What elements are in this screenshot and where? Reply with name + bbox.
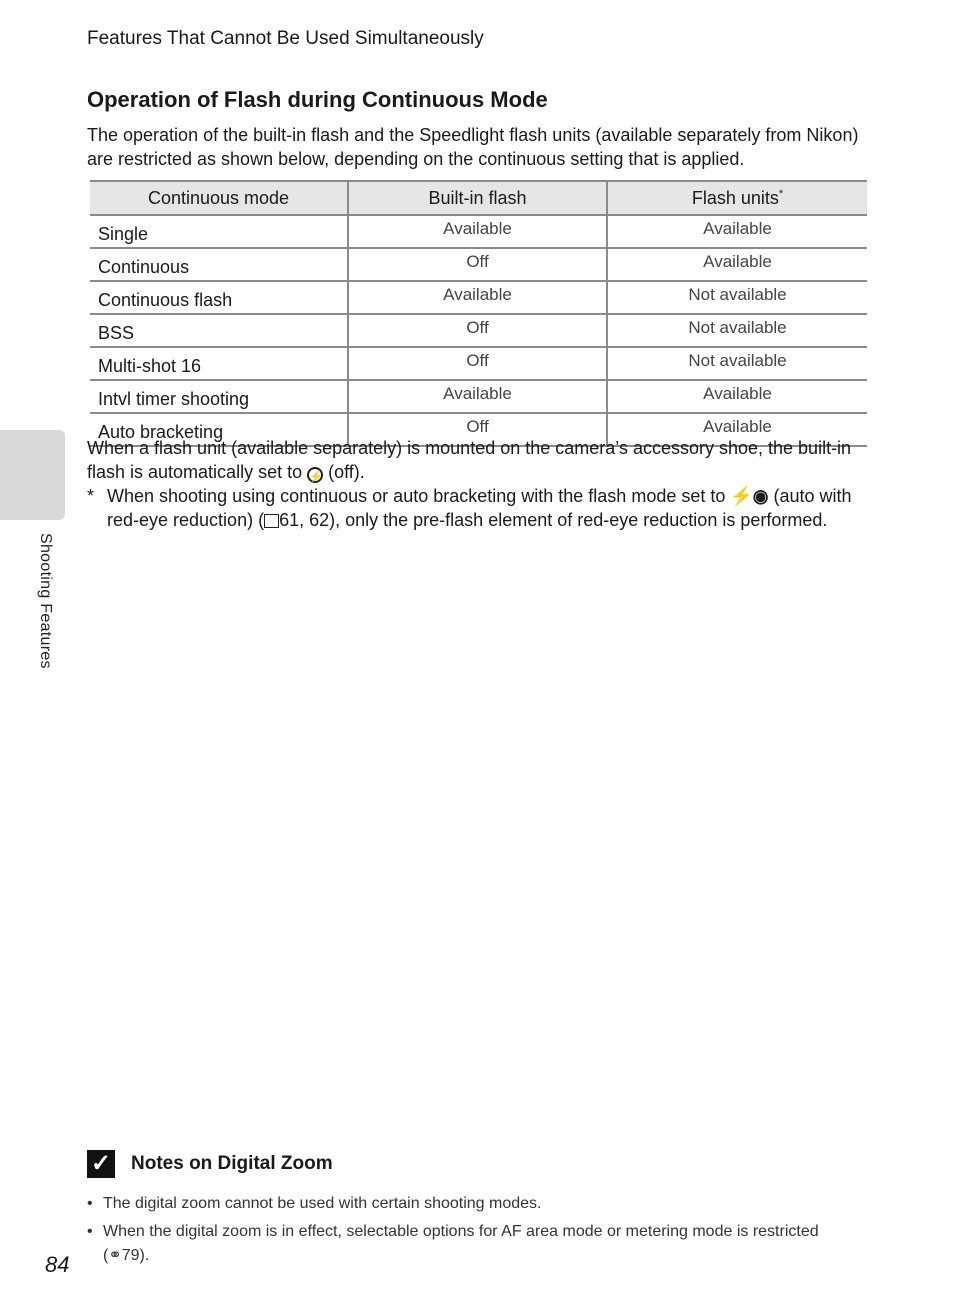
table-row xyxy=(90,281,867,314)
flash-units-cell: Available xyxy=(607,380,867,413)
footnote-mark: * xyxy=(778,187,784,200)
mode-cell: Auto bracketing xyxy=(90,413,348,446)
table-row xyxy=(90,380,867,413)
header-flash-units-label: Flash units xyxy=(691,187,779,208)
mode-cell: Single xyxy=(90,215,348,248)
flash-redeye-icon: ⚡◉ xyxy=(730,486,769,506)
footnote-star: * xyxy=(87,486,95,506)
note-text-end: (off). xyxy=(323,462,365,482)
built-in-flash-cell: Available xyxy=(348,380,607,413)
header-continuous-mode: Continuous mode xyxy=(90,181,348,215)
header-flash-units xyxy=(607,181,867,215)
flash-units-cell: Not available xyxy=(607,347,867,380)
flash-units-cell: Available xyxy=(607,215,867,248)
built-in-flash-cell: Available xyxy=(348,281,607,314)
table-row xyxy=(90,314,867,347)
section-title: Operation of Flash during Continuous Mode xyxy=(87,87,548,112)
book-reference-icon xyxy=(264,514,279,528)
digital-zoom-list xyxy=(87,1192,867,1268)
flash-units-cell: Not available xyxy=(607,314,867,347)
built-in-flash-cell: Off xyxy=(348,248,607,281)
list-item: • When the digital zoom is in effect, selectable options for AF area mode or metering mode is restricted (⚭79). xyxy=(87,1220,867,1268)
mode-cell: Multi-shot 16 xyxy=(90,347,348,380)
page-number: 84 xyxy=(45,1252,70,1277)
side-tab-label: Shooting Features xyxy=(37,533,54,669)
list-item: • The digital zoom cannot be used with certain shooting modes. xyxy=(87,1192,867,1216)
built-in-flash-cell: Off xyxy=(348,347,607,380)
mode-cell: Continuous xyxy=(90,248,348,281)
header-built-in-flash: Built-in flash xyxy=(348,181,607,215)
footnote xyxy=(87,484,867,532)
digital-zoom-heading xyxy=(87,1150,867,1178)
side-tab xyxy=(0,430,65,520)
flash-units-cell: Available xyxy=(607,248,867,281)
footnote-text: (auto with red-eye reduction) ( xyxy=(107,486,852,530)
flash-units-cell: Available xyxy=(607,413,867,446)
mode-cell: Intvl timer shooting xyxy=(90,380,348,413)
table-header-row xyxy=(90,181,867,215)
running-head: Features That Cannot Be Used Simultaneously xyxy=(87,28,484,49)
mode-cell: BSS xyxy=(90,314,348,347)
table-row xyxy=(90,347,867,380)
flash-units-cell: Not available xyxy=(607,281,867,314)
digital-zoom-title: Notes on Digital Zoom xyxy=(131,1153,333,1174)
check-icon: ✓ xyxy=(87,1150,115,1178)
note-text: When a flash unit (available separately) is mounted on the camera’s accessory shoe, the built-in flash is automatically set to xyxy=(87,438,852,482)
built-in-flash-cell: Off xyxy=(348,413,607,446)
flash-mounted-note xyxy=(87,436,867,484)
table-row xyxy=(90,248,867,281)
table-row xyxy=(90,215,867,248)
footnote-text: 61, 62), only the pre-flash element of red-eye reduction is performed. xyxy=(279,510,828,530)
notes-block xyxy=(87,436,867,532)
flash-availability-table xyxy=(90,180,867,447)
digital-zoom-notes xyxy=(87,1150,867,1272)
footnote-text: When shooting using continuous or auto bracketing with the flash mode set to xyxy=(107,486,731,506)
built-in-flash-cell: Available xyxy=(348,215,607,248)
flash-off-icon: ⚡ xyxy=(307,467,323,483)
mode-cell: Continuous flash xyxy=(90,281,348,314)
built-in-flash-cell: Off xyxy=(348,314,607,347)
intro-paragraph: The operation of the built-in flash and the Speedlight flash units (available separately from Nikon) are restricted as shown below, depending on the continuous setting that is applied. xyxy=(87,125,859,169)
